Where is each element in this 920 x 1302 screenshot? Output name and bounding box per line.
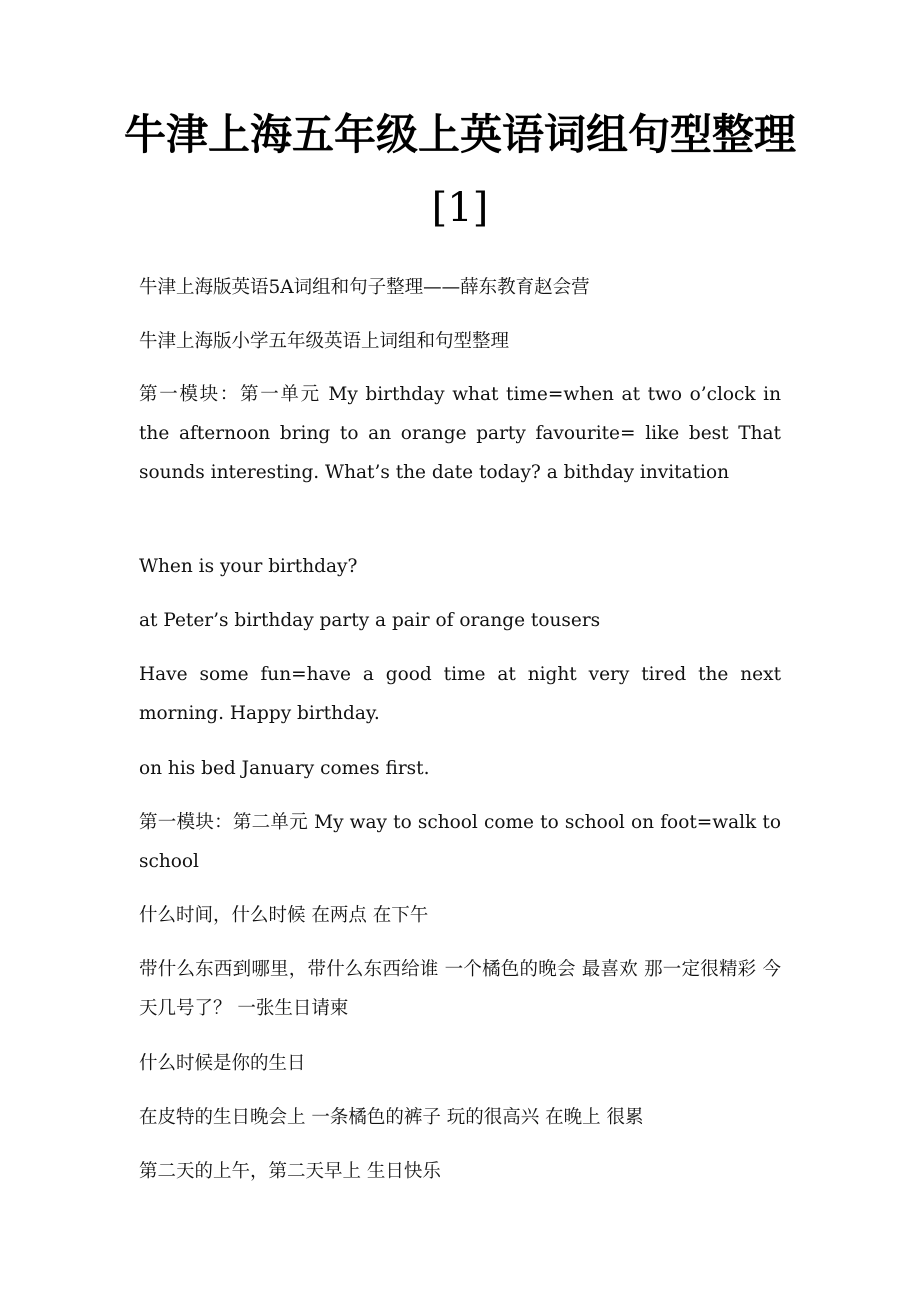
paragraph-unit1-phrases: 第一模块：第一单元 My birthday what time=when at two o’clock in the afternoon bring to an orange party favourite= like best That sounds interesting. What’s the date today? a bithday invitation — [139, 384, 781, 483]
paragraph-cn-party: 在皮特的生日晚会上 一条橘色的裤子 玩的很高兴 在晚上 很累 — [139, 1107, 644, 1128]
paragraph-fun: Have some fun=have a good time at night very tired the next morning. Happy birthday. — [139, 664, 781, 724]
paragraph-cn-bring: 带什么东西到哪里，带什么东西给谁 一个橘色的晚会 最喜欢 那一定很精彩 今天几号了？ 一张生日请柬 — [139, 959, 781, 1019]
paragraph-subtitle: 牛津上海版小学五年级英语上词组和句型整理 — [139, 331, 510, 352]
paragraph-bed: on his bed January comes first. — [139, 758, 430, 779]
paragraph-source: 牛津上海版英语5A词组和句子整理——薛东教育赵会营 — [139, 277, 590, 298]
document-title-index: [1] — [431, 185, 489, 231]
paragraph-cn-birthday: 什么时候是你的生日 — [139, 1053, 306, 1074]
document-title: 牛津上海五年级上英语词组句型整理 — [123, 110, 796, 159]
paragraph-party: at Peter’s birthday party a pair of orange tousers — [139, 610, 601, 631]
paragraph-unit2-phrases: 第一模块：第二单元 My way to school come to school on foot=walk to school — [139, 812, 781, 872]
paragraph-cn-morning: 第二天的上午，第二天早上 生日快乐 — [139, 1161, 441, 1182]
paragraph-question: When is your birthday? — [139, 556, 358, 577]
paragraph-cn-time: 什么时间，什么时候 在两点 在下午 — [139, 905, 429, 926]
